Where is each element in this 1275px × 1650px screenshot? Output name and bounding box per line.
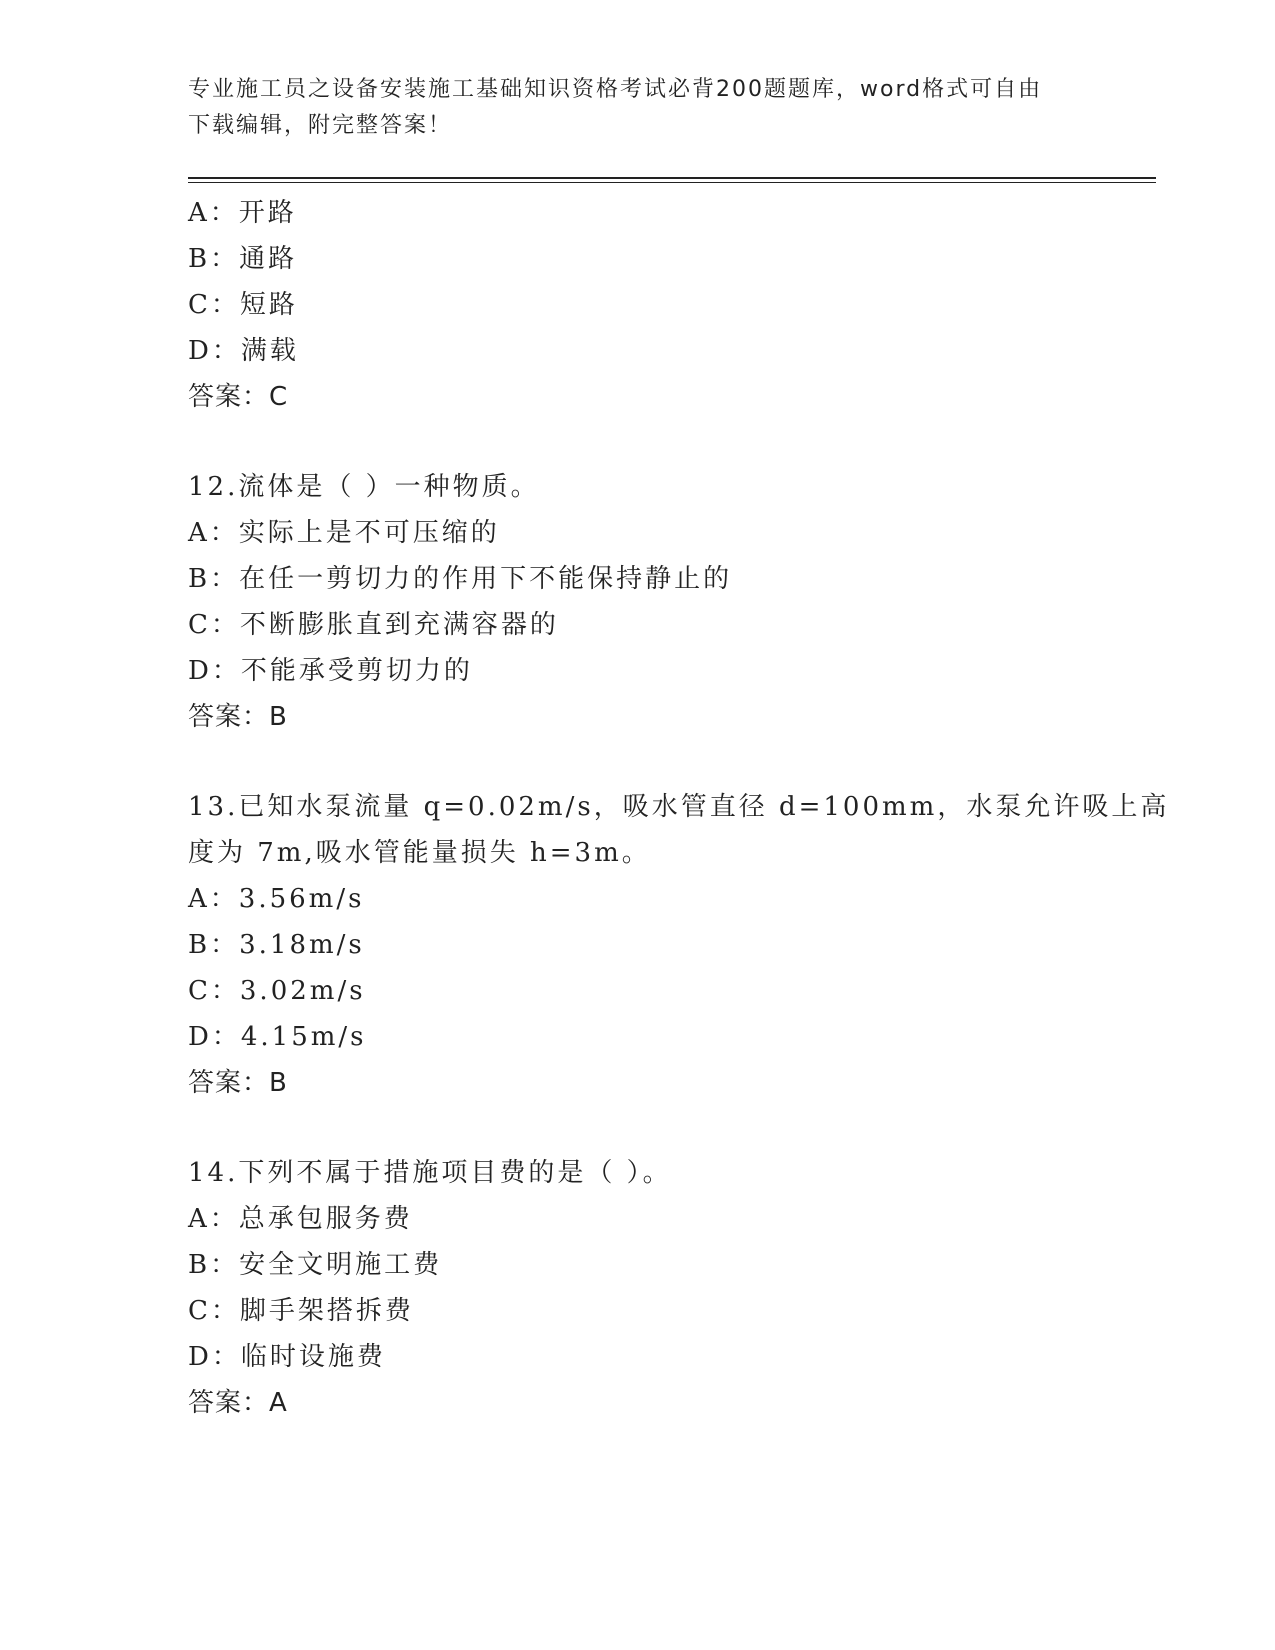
option-c: C：3.02m/s xyxy=(188,976,366,1006)
option-a: A：开路 xyxy=(188,198,297,228)
question-stem: 12.流体是（ ）一种物质。 xyxy=(188,472,540,502)
option-b: B：安全文明施工费 xyxy=(188,1250,443,1280)
header-title-line-1: 专业施工员之设备安装施工基础知识资格考试必背200题题库，word格式可自由 xyxy=(188,77,1043,102)
option-c: C：不断膨胀直到充满容器的 xyxy=(188,610,559,640)
header-title-line-2: 下载编辑，附完整答案！ xyxy=(188,113,453,138)
question-list xyxy=(188,190,1170,1426)
option-d: D：临时设施费 xyxy=(188,1342,386,1372)
option-d: D：不能承受剪切力的 xyxy=(188,656,473,686)
document-header xyxy=(188,72,1068,144)
question-stem-line-1: 13.已知水泵流量 q=0.02m/s，吸水管直径 d=100mm，水泵允许吸上高 xyxy=(188,792,1170,822)
question-block-13 xyxy=(188,784,1170,1106)
option-c: C：短路 xyxy=(188,290,298,320)
option-b: B：3.18m/s xyxy=(188,930,365,960)
question-stem-line-2: 度为 7m,吸水管能量损失 h=3m。 xyxy=(188,838,651,868)
header-rule-thick xyxy=(188,177,1156,179)
option-a: A：3.56m/s xyxy=(188,884,365,914)
question-gap xyxy=(188,740,1088,784)
answer-line: 答案：B xyxy=(188,1068,288,1098)
question-stem: 14.下列不属于措施项目费的是（ ）。 xyxy=(188,1158,672,1188)
question-gap xyxy=(188,420,1088,464)
option-b: B：在任一剪切力的作用下不能保持静止的 xyxy=(188,564,733,594)
answer-line: 答案：A xyxy=(188,1388,288,1418)
question-gap xyxy=(188,1106,1088,1150)
option-b: B：通路 xyxy=(188,244,298,274)
option-d: D：满载 xyxy=(188,336,299,366)
option-c: C：脚手架搭拆费 xyxy=(188,1296,414,1326)
question-block-14 xyxy=(188,1150,1088,1426)
option-d: D：4.15m/s xyxy=(188,1022,367,1052)
question-block-11 xyxy=(188,190,1088,420)
header-rule-thin xyxy=(188,182,1156,183)
answer-line: 答案：B xyxy=(188,702,288,732)
question-block-12 xyxy=(188,464,1088,740)
answer-line: 答案：C xyxy=(188,382,289,412)
option-a: A：实际上是不可压缩的 xyxy=(188,518,500,548)
option-a: A：总承包服务费 xyxy=(188,1204,413,1234)
